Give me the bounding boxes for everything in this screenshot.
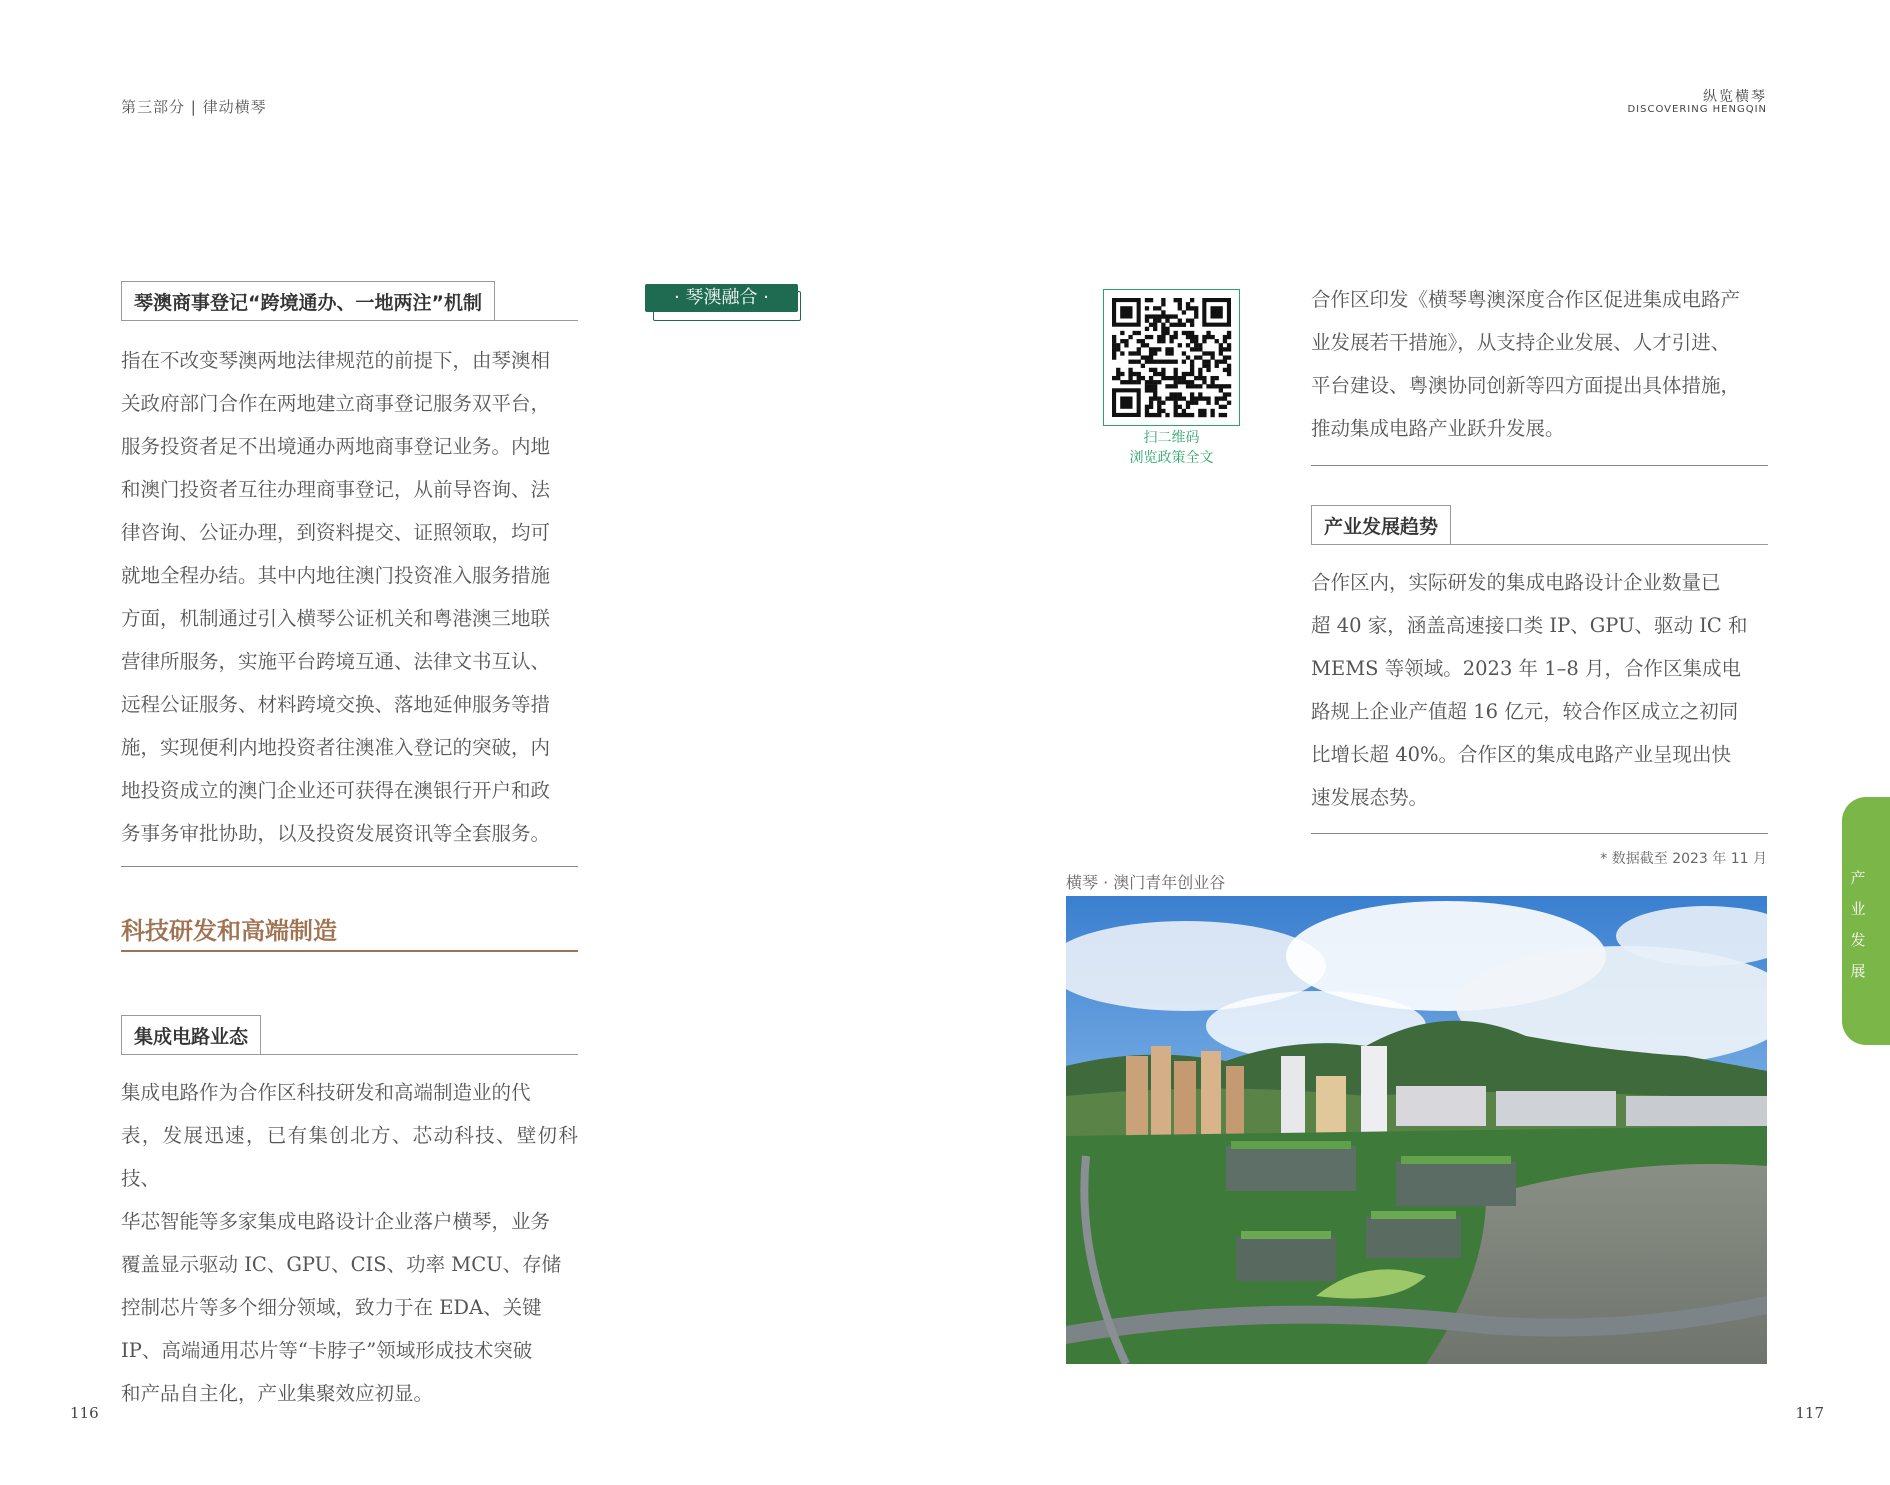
qr-code-graphic: [1104, 290, 1239, 425]
paragraph-line: 关政府部门合作在两地建立商事登记服务双平台，: [121, 392, 551, 415]
running-header-section: 第三部分 | 律动横琴: [121, 98, 267, 116]
paragraph-line: 和产品自主化，产业集聚效应初显。: [121, 1382, 434, 1405]
paragraph-policy: [1311, 278, 1768, 450]
section-divider: [1311, 465, 1768, 466]
paragraph-line: 施，实现便利内地投资者往澳准入登记的突破，内: [121, 736, 551, 759]
qr-caption-line2: 浏览政策全文: [1129, 450, 1214, 466]
box-title-underline: [121, 320, 578, 321]
paragraph-line: 集成电路作为合作区科技研发和高端制造业的代: [121, 1081, 531, 1104]
section-divider: [121, 866, 578, 867]
side-tab-char: 业: [1850, 900, 1866, 918]
topic-tag: [645, 284, 800, 320]
page-number-left: 116: [70, 1404, 99, 1422]
paragraph-line: IP、高端通用芯片等“卡脖子”领域形成技术突破: [121, 1339, 533, 1362]
paragraph-line: 和澳门投资者互往办理商事登记，从前导咨询、法: [121, 478, 551, 501]
qr-caption-line1: 扫二维码: [1143, 430, 1200, 446]
paragraph-line: 合作区印发《横琴粤澳深度合作区促进集成电路产: [1311, 288, 1741, 311]
paragraph-line: 就地全程办结。其中内地往澳门投资准入服务措施: [121, 564, 551, 587]
running-header-subtitle: DISCOVERING HENGQIN: [1627, 104, 1767, 115]
box-title-industry-trend: 产业发展趋势: [1311, 505, 1451, 545]
page-number-right: 117: [1795, 1404, 1824, 1422]
paragraph-line: 推动集成电路产业跃升发展。: [1311, 417, 1565, 440]
paragraph-ic-industry: [121, 1071, 578, 1415]
section-heading-underline: [121, 950, 578, 952]
photo-caption: 横琴 · 澳门青年创业谷: [1066, 873, 1226, 892]
qr-code-icon[interactable]: [1103, 289, 1240, 426]
side-tab-char: 发: [1850, 931, 1866, 949]
paragraph-line: 覆盖显示驱动 IC、GPU、CIS、功率 MCU、存储: [121, 1253, 562, 1276]
paragraph-line: 速发展态势。: [1311, 786, 1429, 809]
qr-caption: [1093, 428, 1250, 468]
paragraph-line: 远程公证服务、材料跨境交换、落地延伸服务等措: [121, 693, 551, 716]
running-header-title: 纵览横琴: [1703, 89, 1767, 105]
box-title-underline: [1311, 544, 1768, 545]
paragraph-line: 比增长超 40%。合作区的集成电路产业呈现出快: [1311, 743, 1732, 766]
paragraph-line: 超 40 家，涵盖高速接口类 IP、GPU、驱动 IC 和: [1311, 614, 1748, 637]
paragraph-line: 业发展若干措施》，从支持企业发展、人才引进、: [1311, 331, 1731, 354]
paragraph-line: 华芯智能等多家集成电路设计企业落户横琴，业务: [121, 1210, 551, 1233]
data-note: * 数据截至 2023 年 11 月: [1600, 851, 1767, 867]
box-title-ic-industry: 集成电路业态: [121, 1015, 261, 1055]
paragraph-commercial-registration: [121, 339, 578, 855]
topic-tag-label: · 琴澳融合 ·: [645, 284, 798, 312]
paragraph-line: 控制芯片等多个细分领域，致力于在 EDA、关键: [121, 1296, 542, 1319]
city-photo-graphic: [1066, 896, 1767, 1364]
side-tab-char: 产: [1850, 869, 1866, 887]
box-title-commercial-registration: 琴澳商事登记“跨境通办、一地两注”机制: [121, 281, 495, 321]
paragraph-line: 务事务审批协助，以及投资发展资讯等全套服务。: [121, 822, 551, 845]
paragraph-line: 平台建设、粤澳协同创新等四方面提出具体措施，: [1311, 374, 1741, 397]
paragraph-line: 地投资成立的澳门企业还可获得在澳银行开户和政: [121, 779, 551, 802]
city-photo: [1066, 896, 1767, 1364]
chapter-side-tab-label: [1842, 863, 1874, 987]
section-divider: [1311, 833, 1768, 834]
paragraph-industry-trend: [1311, 561, 1768, 819]
side-tab-char: 展: [1850, 962, 1866, 980]
paragraph-line: 路规上企业产值超 16 亿元，较合作区成立之初同: [1311, 700, 1739, 723]
section-heading: 科技研发和高端制造: [121, 917, 337, 945]
paragraph-line: 表，发展迅速，已有集创北方、芯动科技、壁仞科技、: [121, 1124, 578, 1190]
paragraph-line: 营律所服务，实施平台跨境互通、法律文书互认、: [121, 650, 551, 673]
paragraph-line: MEMS 等领域。2023 年 1–8 月，合作区集成电: [1311, 657, 1742, 680]
paragraph-line: 服务投资者足不出境通办两地商事登记业务。内地: [121, 435, 551, 458]
paragraph-line: 合作区内，实际研发的集成电路设计企业数量已: [1311, 571, 1721, 594]
paragraph-line: 律咨询、公证办理，到资料提交、证照领取，均可: [121, 521, 551, 544]
chapter-side-tab: [1842, 797, 1890, 1045]
box-title-underline: [121, 1054, 578, 1055]
paragraph-line: 方面，机制通过引入横琴公证机关和粤港澳三地联: [121, 607, 551, 630]
paragraph-line: 指在不改变琴澳两地法律规范的前提下，由琴澳相: [121, 349, 551, 372]
